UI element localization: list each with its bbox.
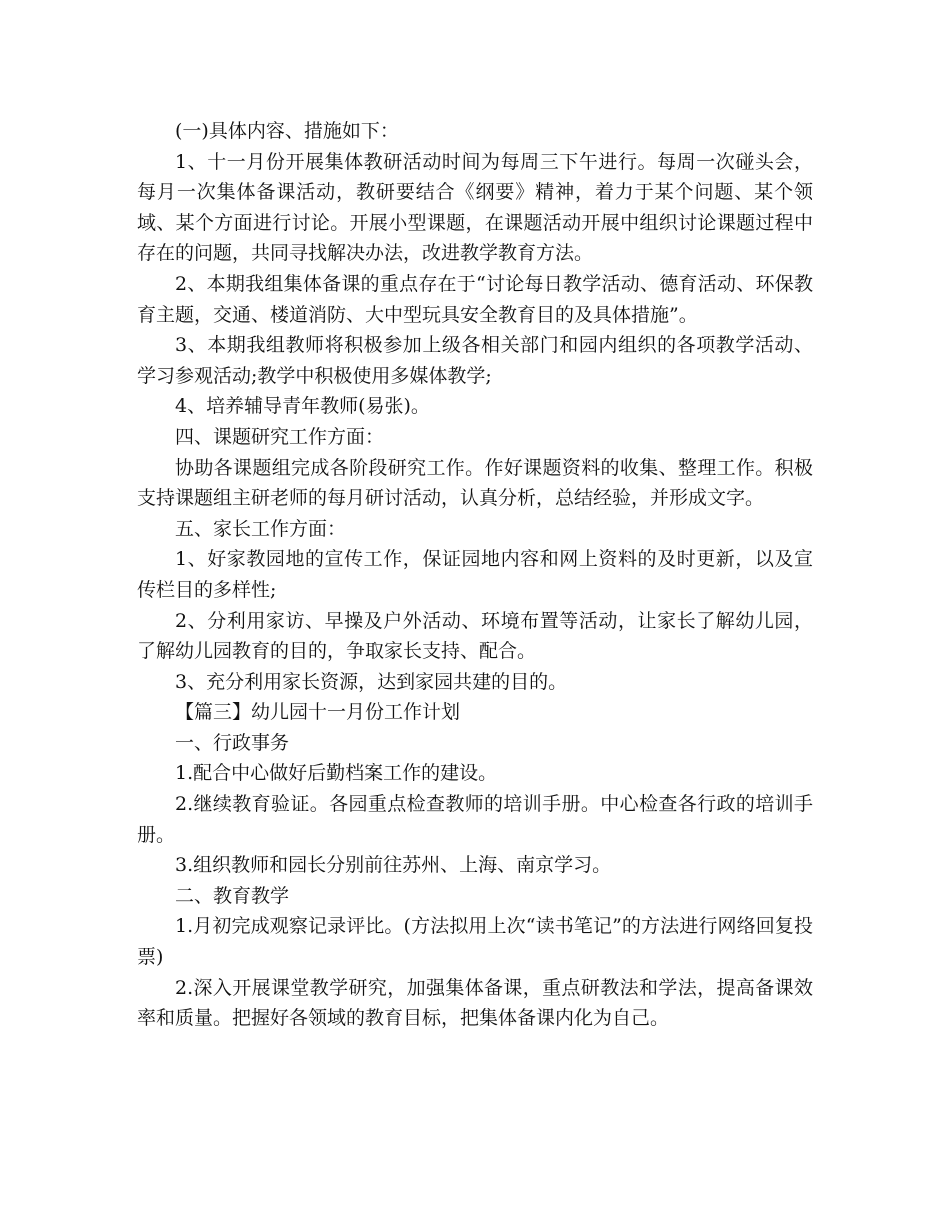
paragraph-teaching-research: 2.深入开展课堂教学研究，加强集体备课，重点研教法和学法，提高备课效率和质量。把握好各领域的教育目标，把集体备课内化为自己。	[137, 976, 813, 1030]
subsection-heading-specific-measures: (一)具体内容、措施如下：	[175, 120, 399, 142]
paragraph-admin-archives: 1.配合中心做好后勤档案工作的建设。	[175, 762, 498, 785]
paragraph-parent-resources: 3、充分利用家长资源，达到家园共建的目的。	[175, 670, 568, 693]
chapter-title-part-three: 【篇三】幼儿园十一月份工作计划	[175, 701, 461, 724]
paragraph-parent-visits: 2、分利用家访、早操及户外活动、环境布置等活动，让家长了解幼儿园，了解幼儿园教育的目的，争取家长支持、配合。	[137, 609, 813, 663]
section-heading-parents: 五、家长工作方面：	[175, 517, 347, 540]
section-heading-administration: 一、行政事务	[175, 731, 290, 754]
paragraph-teacher-activities: 3、本期我组教师将积极参加上级各相关部门和园内组织的各项教学活动、学习参观活动;教学中积极使用多媒体教学;	[137, 334, 813, 387]
document-body	[137, 116, 813, 1034]
paragraph-lesson-prep-focus: 2、本期我组集体备课的重点存在于“讨论每日教学活动、德育活动、环保教育主题，交通、楼道消防、大中型玩具安全教育目的及具体措施”。	[137, 272, 813, 326]
paragraph-admin-training: 2.继续教育验证。各园重点检查教师的培训手册。中心检查各行政的培训手册。	[137, 793, 813, 846]
section-heading-teaching: 二、教育教学	[175, 884, 290, 907]
paragraph-monthly-research: 1、十一月份开展集体教研活动时间为每周三下午进行。每周一次碰头会，每月一次集体备课活动，教研要结合《纲要》精神，着力于某个问题、某个领域、某个方面进行讨论。开展小型课题，在课题活动开展中组织讨论课题过程中存在的问题，共同寻找解决办法，改进教学教育方法。	[137, 150, 813, 265]
paragraph-mentoring: 4、培养辅导青年教师(易张)。	[175, 395, 430, 418]
section-heading-research: 四、课题研究工作方面：	[175, 425, 385, 448]
paragraph-admin-study-trip: 3.组织教师和园长分别前往苏州、上海、南京学习。	[175, 854, 612, 877]
paragraph-research-support: 协助各课题组完成各阶段研究工作。作好课题资料的收集、整理工作。积极支持课题组主研老师的每月研讨活动，认真分析，总结经验，并形成文字。	[137, 456, 813, 510]
paragraph-parent-board: 1、好家教园地的宣传工作，保证园地内容和网上资料的及时更新，以及宣传栏目的多样性;	[137, 548, 813, 601]
paragraph-teaching-observation: 1.月初完成观察记录评比。(方法拟用上次“读书笔记”的方法进行网络回复投票)	[137, 915, 813, 969]
